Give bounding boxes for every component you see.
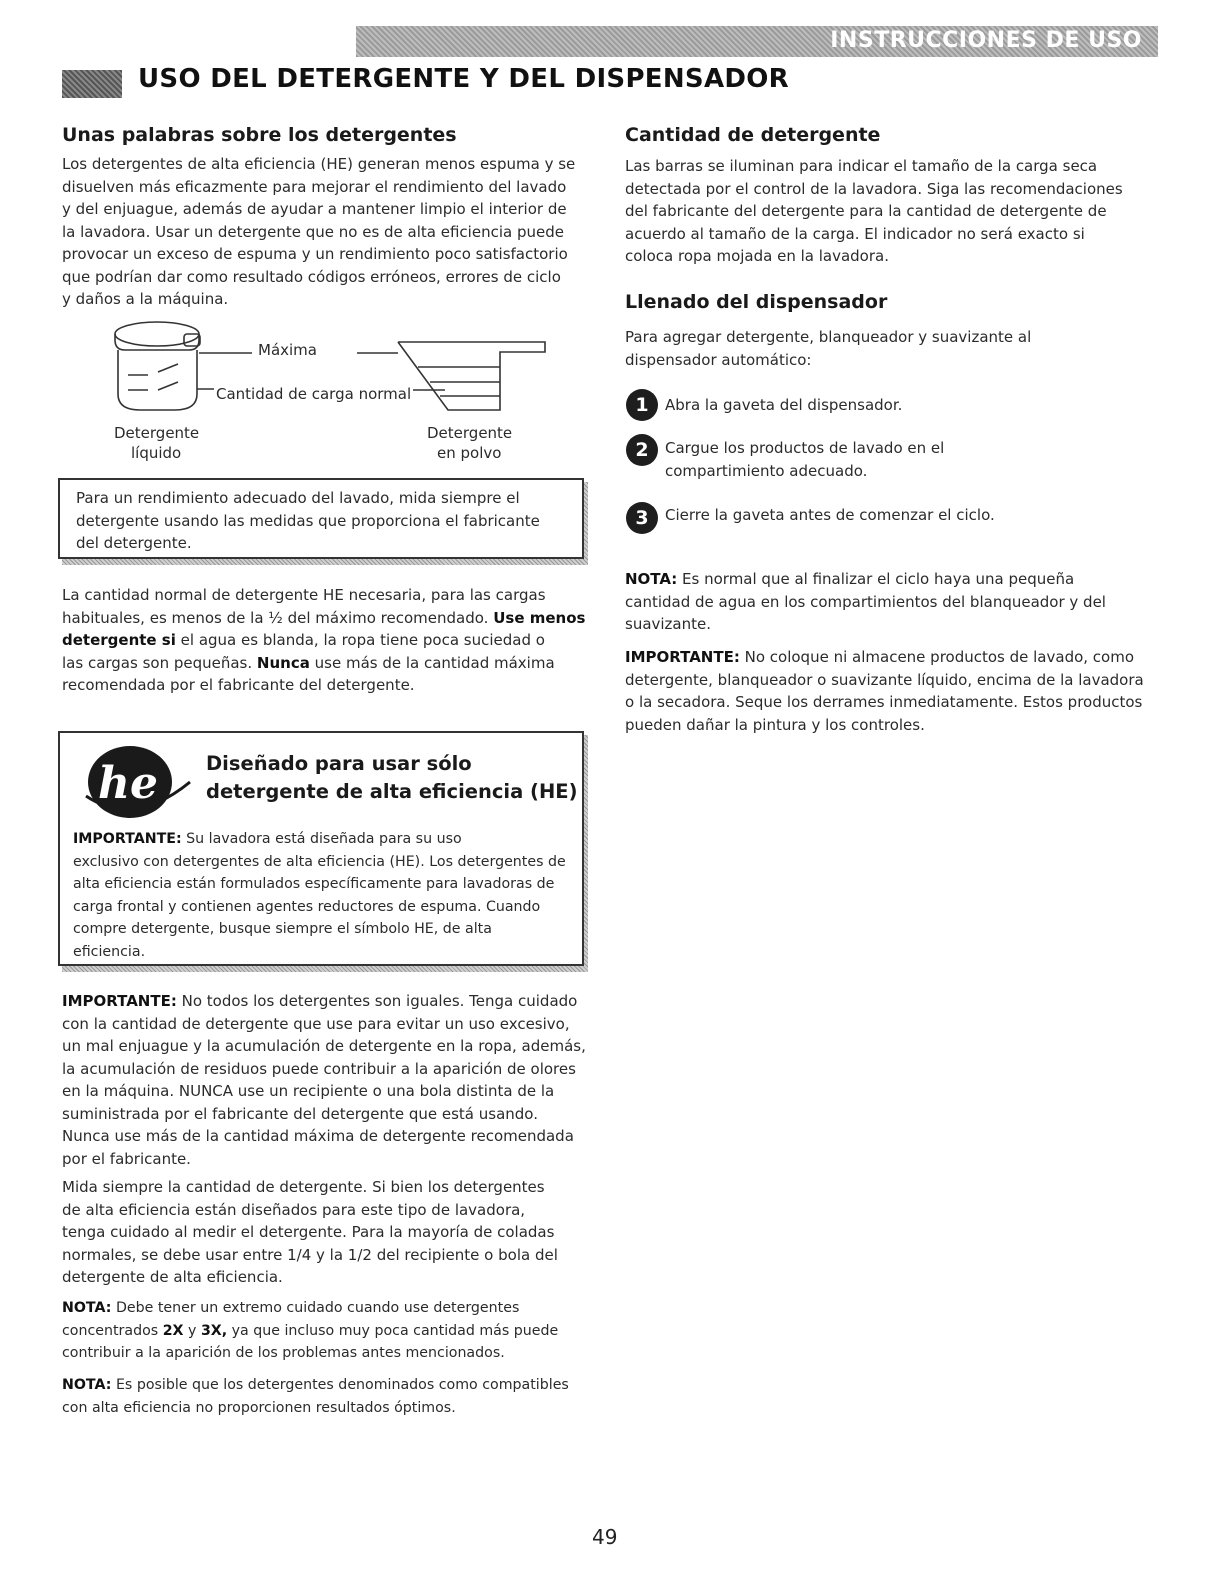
label-liquid-2: líquido bbox=[131, 444, 182, 462]
he-heading-line-1: Diseñado para usar sólo bbox=[206, 752, 472, 775]
paragraph-llenado: Para agregar detergente, blanqueador y suavizante al dispensador automático: bbox=[625, 328, 1032, 369]
label-powder-2: en polvo bbox=[437, 444, 502, 462]
nota-1-text-b: ya que incluso muy poca cantidad más puede contribuir a la aparición de los problemas antes mencionados. bbox=[62, 1322, 559, 1361]
nota-1-y: y bbox=[188, 1322, 197, 1339]
label-powder-1: Detergente bbox=[427, 424, 513, 442]
label-max: Máxima bbox=[258, 341, 317, 359]
nota-right-body: Es normal que al finalizar el ciclo haya una pequeña cantidad de agua en los compartimientos del blanqueador y del suavizante. bbox=[625, 570, 1106, 633]
page-number: 49 bbox=[592, 1525, 618, 1549]
label-normal: Cantidad de carga normal bbox=[216, 385, 412, 403]
heading-llenado: Llenado del dispensador bbox=[625, 291, 888, 313]
he-important-label: IMPORTANTE: bbox=[73, 831, 182, 847]
amount-text-3: use más de la cantidad máxima recomendada por el fabricante del detergente. bbox=[62, 653, 555, 694]
detergent-diagram bbox=[100, 312, 560, 422]
paragraph-amount bbox=[62, 584, 602, 697]
liquid-cup-icon bbox=[115, 322, 200, 410]
step-2-text: Cargue los productos de lavado en el compartimiento adecuado. bbox=[665, 439, 945, 480]
step-2-badge: 2 bbox=[626, 434, 658, 466]
nota-1-text-a: Debe tener un extremo cuidado cuando use detergentes concentrados bbox=[62, 1300, 520, 1339]
paragraph-detergentes: Los detergentes de alta eficiencia (HE) generan menos espuma y se disuelven más eficazmente para mejorar el rendimiento del lavado y del enjuague, además de ayudar a mantener limpio el interior de la lavadora. Usar un detergente que no es de alta eficiencia puede provocar un exceso de espuma y un rendimiento poco satisfactorio que podrían dar como resultado códigos erróneos, errores de ciclo y daños a la máquina. bbox=[62, 155, 576, 308]
important-label: IMPORTANTE: bbox=[62, 992, 177, 1010]
paragraph-nota-right bbox=[625, 568, 1165, 636]
step-3-text: Cierre la gaveta antes de comenzar el ciclo. bbox=[665, 506, 995, 524]
section-banner bbox=[356, 26, 1158, 57]
important-right-body: No coloque ni almacene productos de lavado, como detergente, blanqueador o suavizante líquido, encima de la lavadora o la secadora. Seque los derrames inmediatamente. Estos productos pueden dañar la pintura y los controles. bbox=[625, 648, 1144, 734]
nota-2-text: Es posible que los detergentes denominados como compatibles con alta eficiencia no proporcionen resultados óptimos. bbox=[62, 1377, 569, 1416]
nota-right-label: NOTA: bbox=[625, 570, 678, 588]
nota-1-3x: 3X, bbox=[200, 1322, 228, 1339]
he-important-text bbox=[73, 828, 583, 963]
page-title: USO DEL DETERGENTE Y DEL DISPENSADOR bbox=[138, 64, 789, 94]
heading-detergentes: Unas palabras sobre los detergentes bbox=[62, 124, 457, 146]
amount-text-2: el agua es blanda, la ropa tiene poca suciedad o las cargas son pequeñas. bbox=[62, 631, 545, 672]
paragraph-cantidad: Las barras se iluminan para indicar el tamaño de la carga seca detectada por el control de la lavadora. Siga las recomendaciones del fabricante del detergente para la cantidad de detergente de acuerdo al tamaño de la carga. El indicador no será exacto si coloca ropa mojada en la lavadora. bbox=[625, 157, 1123, 265]
important-right-label: IMPORTANTE: bbox=[625, 648, 740, 666]
amount-bold-1: Use menos detergente si bbox=[62, 608, 586, 649]
step-1-text: Abra la gaveta del dispensador. bbox=[665, 396, 903, 414]
step-3-badge: 3 bbox=[626, 502, 658, 534]
paragraph-important bbox=[62, 990, 602, 1170]
he-logo-text: he bbox=[98, 758, 158, 809]
amount-bold-2: Nunca bbox=[256, 653, 310, 672]
important-body: No todos los detergentes son iguales. Tenga cuidado con la cantidad de detergente que use para evitar un uso excesivo, un mal enjuague y la acumulación de detergente en la ropa, además, la acumulación de residuos puede contribuir a la aparición de olores en la máquina. NUNCA use un recipiente o una bola distinta de la suministrada por el fabricante del detergente que está usando. Nunca use más de la cantidad máxima de detergente recomendada por el fabricante. bbox=[62, 992, 586, 1168]
he-logo-icon bbox=[78, 738, 194, 822]
paragraph-nota-2 bbox=[62, 1374, 602, 1419]
nota-label-2: NOTA: bbox=[62, 1377, 112, 1393]
nota-label-1: NOTA: bbox=[62, 1300, 112, 1316]
he-important-body: Su lavadora está diseñada para su uso exclusivo con detergentes de alta eficiencia (HE). Los detergentes de alta eficiencia están formulados específicamente para lavadoras de carga frontal y contienen agentes reductores de espuma. Cuando compre detergente, busque siempre el símbolo HE, de alta eficiencia. bbox=[73, 831, 566, 960]
measure-note-text: Para un rendimiento adecuado del lavado, mida siempre el detergente usando las medidas que proporciona el fabricante del detergente. bbox=[76, 489, 540, 552]
he-heading-line-2: detergente de alta eficiencia (HE) bbox=[206, 780, 578, 803]
nota-1-2x: 2X bbox=[162, 1322, 184, 1339]
paragraph-measure: Mida siempre la cantidad de detergente. Si bien los detergentes de alta eficiencia están diseñados para este tipo de lavadora, tenga cuidado al medir el detergente. Para la mayoría de coladas normales, se debe usar entre 1/4 y la 1/2 del recipiente o bola del detergente de alta eficiencia. bbox=[62, 1178, 558, 1286]
amount-text-1: La cantidad normal de detergente HE necesaria, para las cargas habituales, es menos de la ½ del máximo recomendado. bbox=[62, 586, 546, 627]
measure-note-box bbox=[58, 478, 584, 559]
title-marker bbox=[62, 70, 122, 98]
heading-cantidad: Cantidad de detergente bbox=[625, 124, 881, 146]
step-1-badge: 1 bbox=[626, 389, 658, 421]
banner-title: INSTRUCCIONES DE USO bbox=[830, 28, 1142, 53]
paragraph-important-right bbox=[625, 646, 1170, 736]
paragraph-nota-1 bbox=[62, 1297, 602, 1365]
he-heading bbox=[206, 750, 578, 806]
label-liquid-1: Detergente bbox=[114, 424, 200, 442]
